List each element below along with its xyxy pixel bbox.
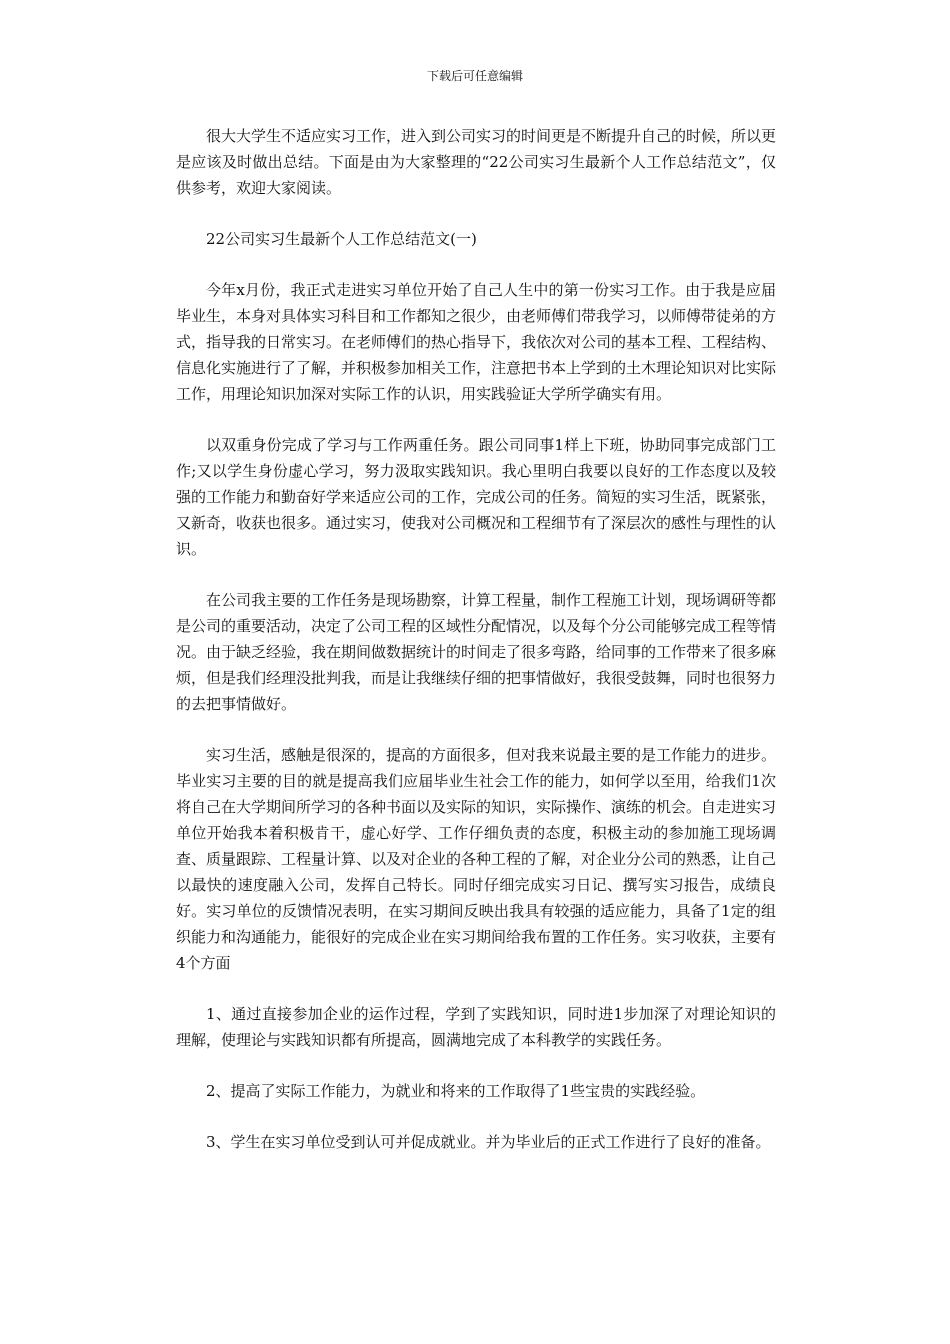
page-header-note: 下载后可任意编辑: [426, 69, 523, 83]
intro-paragraph: 很大大学生不适应实习工作，进入到公司实习的时间更是不断提升自己的时候，所以更是应该及时做出总结。下面是由为大家整理的“22公司实习生最新个人工作总结范文”，仅供参考，欢迎大家阅读。: [176, 127, 777, 197]
section-subtitle: 22公司实习生最新个人工作总结范文(一): [206, 230, 477, 248]
list-item-2: 2、提高了实际工作能力，为就业和将来的工作取得了1些宝贵的实践经验。: [206, 1082, 706, 1100]
body-paragraph-1: 今年x月份，我正式走进实习单位开始了自己人生中的第一份实习工作。由于我是应届毕业生，本身对具体实习科目和工作都知之很少，由老师傅们带我学习，以师傅带徒弟的方式，指导我的日常实习。在老师傅们的热心指导下，我依次对公司的基本工程、工程结构、信息化实施进行了了解，并积极参加相关工作，注意把书本上学到的土木理论知识对比实际工作，用理论知识加深对实际工作的认识，用实践验证大学所学确实有用。: [176, 281, 777, 403]
list-item-1: 1、通过直接参加企业的运作过程，学到了实践知识，同时进1步加深了对理论知识的理解，使理论与实践知识都有所提高，圆满地完成了本科教学的实践任务。: [176, 1005, 776, 1049]
list-item-3: 3、学生在实习单位受到认可并促成就业。并为毕业后的正式工作进行了良好的准备。: [206, 1133, 771, 1151]
body-paragraph-3: 在公司我主要的工作任务是现场勘察，计算工程量，制作工程施工计划，现场调研等都是公司的重要活动，决定了公司工程的区域性分配情况，以及每个分公司能够完成工程等情况。由于缺乏经验，我在期间做数据统计的时间走了很多弯路，给同事的工作带来了很多麻烦，但是我们经理没批判我，而是让我继续仔细的把事情做好，我很受鼓舞，同时也很努力的去把事情做好。: [176, 591, 777, 713]
document-body: [176, 123, 776, 1180]
body-paragraph-4: 实习生活，感触是很深的，提高的方面很多，但对我来说最主要的是工作能力的进步。毕业实习主要的目的就是提高我们应届毕业生社会工作的能力，如何学以至用，给我们1次将自己在大学期间所学习的各种书面以及实际的知识，实际操作、演练的机会。自走进实习单位开始我本着积极肯干，虚心好学、工作仔细负责的态度，积极主动的参加施工现场调查、质量跟踪、工程量计算、以及对企业的各种工程的了解，对企业分公司的熟悉，让自己以最快的速度融入公司，发挥自己特长。同时仔细完成实习日记、撰写实习报告，成绩良好。实习单位的反馈情况表明，在实习期间反映出我具有较强的适应能力，具备了1定的组织能力和沟通能力，能很好的完成企业在实习期间给我布置的工作任务。实习收获，主要有4个方面: [176, 746, 777, 972]
body-paragraph-2: 以双重身份完成了学习与工作两重任务。跟公司同事1样上下班，协助同事完成部门工作;又以学生身份虚心学习，努力汲取实践知识。我心里明白我要以良好的工作态度以及较强的工作能力和勤奋好学来适应公司的工作，完成公司的任务。简短的实习生活，既紧张，又新奇，收获也很多。通过实习，使我对公司概况和工程细节有了深层次的感性与理性的认识。: [176, 436, 777, 558]
